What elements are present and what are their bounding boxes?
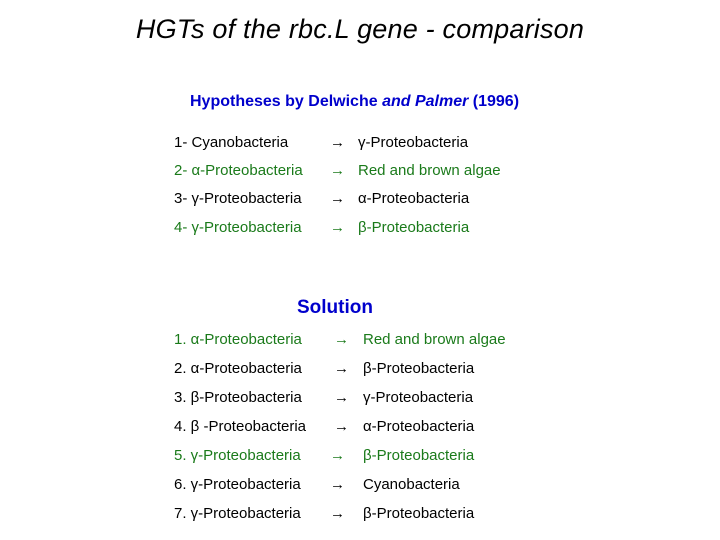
hypothesis-from: 2- α-Proteobacteria [174,162,303,179]
solution-from: 6. γ-Proteobacteria [174,476,301,493]
solution-heading: Solution [297,297,373,318]
arrow-icon: → [334,418,349,435]
arrow-icon: → [334,360,349,377]
solution-to: γ-Proteobacteria [363,389,474,406]
hypotheses-heading [190,93,519,111]
solution-from: 5. γ-Proteobacteria [174,447,301,464]
arrow-icon: → [330,219,345,236]
arrow-icon: → [330,162,345,179]
solution-to: Cyanobacteria [363,476,460,493]
solution-from: 3. β-Proteobacteria [174,389,302,406]
hypotheses-heading-year: (1996) [468,93,520,110]
arrow-icon: → [334,389,349,406]
hypotheses-heading-main: Hypotheses by Delwiche [190,93,378,110]
arrow-icon: → [330,505,345,522]
hypothesis-to: γ-Proteobacteria [358,134,469,151]
hypothesis-to: β-Proteobacteria [358,219,470,236]
hypotheses-heading-italic: and Palmer [377,93,469,110]
hypothesis-from: 4- γ-Proteobacteria [174,219,302,236]
solution-from: 1. α-Proteobacteria [174,331,302,348]
solution-to: α-Proteobacteria [363,418,475,435]
arrow-icon: → [334,331,349,348]
solution-from: 4. β -Proteobacteria [174,418,307,435]
page-title: HGTs of the rbc.L gene - comparison [135,14,585,44]
arrow-icon: → [330,190,345,207]
solution-to: β-Proteobacteria [363,447,475,464]
hypothesis-from: 1- Cyanobacteria [174,134,289,151]
hypothesis-to: Red and brown algae [358,162,501,179]
solution-to: Red and brown algae [363,331,506,348]
arrow-icon: → [330,476,345,493]
solution-from: 7. γ-Proteobacteria [174,505,301,522]
solution-to: β-Proteobacteria [363,505,475,522]
arrow-icon: → [330,134,345,151]
arrow-icon: → [330,447,345,464]
solution-to: β-Proteobacteria [363,360,475,377]
hypothesis-to: α-Proteobacteria [358,190,470,207]
hypothesis-from: 3- γ-Proteobacteria [174,190,302,207]
solution-from: 2. α-Proteobacteria [174,360,302,377]
